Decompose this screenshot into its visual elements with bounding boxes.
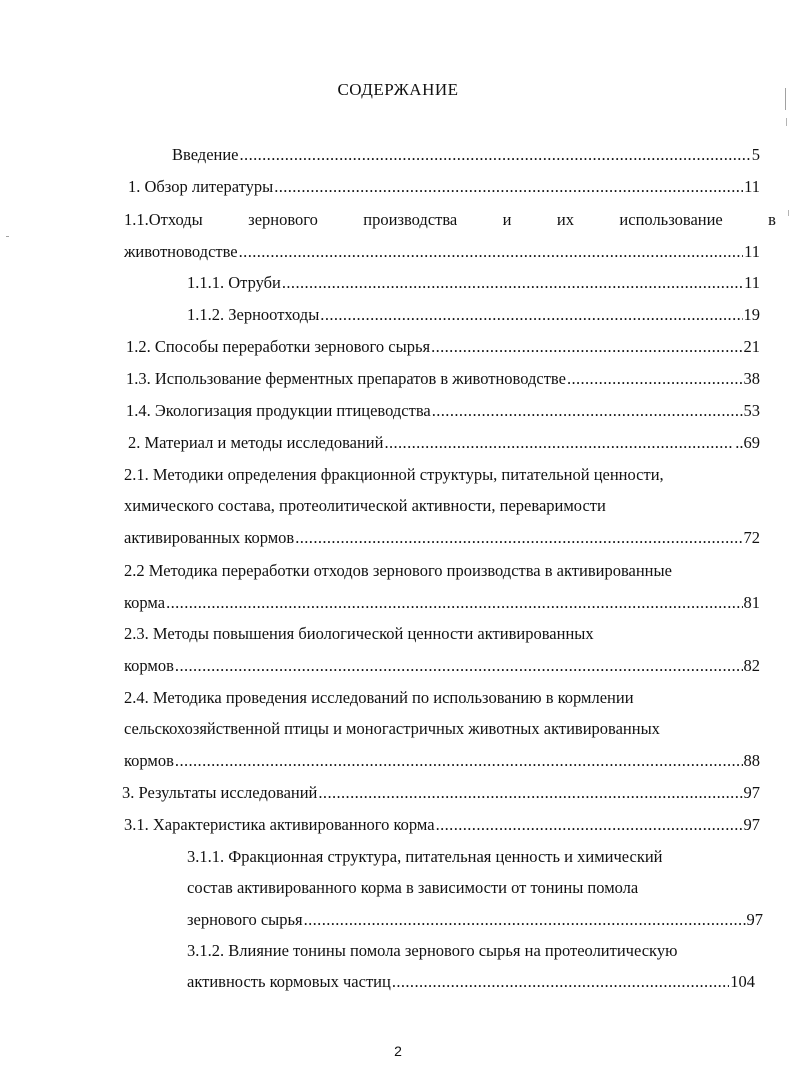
toc-entry-feeding-research[interactable] — [124, 751, 760, 771]
toc-entry-page: 88 — [743, 751, 760, 770]
toc-entry-page: 82 — [743, 656, 760, 675]
toc-entry-processing-methods[interactable] — [126, 337, 760, 357]
toc-entry-title: кормов — [124, 751, 174, 770]
toc-entry-line: 2.3. Методы повышения биологической ценности активированных — [124, 624, 594, 643]
leader-dots — [239, 242, 743, 262]
toc-entry-title: 1.1.1. Отруби — [187, 273, 281, 292]
toc-entry-page: 5 — [751, 145, 760, 164]
leader-dots — [320, 305, 742, 325]
toc-entry-page: 21 — [743, 337, 760, 356]
leader-dots — [175, 656, 743, 676]
leader-dots — [282, 273, 743, 293]
toc-entry-fraction-structure[interactable] — [187, 910, 763, 930]
toc-entry-title: животноводстве — [124, 242, 238, 261]
leader-dots — [436, 815, 743, 835]
toc-entry-page: 97 — [743, 815, 760, 834]
toc-entry-enzymes[interactable] — [126, 369, 760, 389]
word: зернового — [248, 210, 318, 229]
toc-entry-title: 2. Материал и методы исследований — [128, 433, 384, 452]
toc-entry-literature-review[interactable] — [128, 177, 760, 197]
toc-entry-page: 97 — [746, 910, 763, 929]
leader-dots — [384, 433, 734, 453]
toc-entry-page: 11 — [744, 273, 760, 292]
toc-entry-page: 81 — [743, 593, 760, 612]
toc-entry-title: 3. Результаты исследований — [122, 783, 318, 802]
toc-entry-page: 11 — [744, 242, 760, 261]
scan-artifact — [788, 210, 789, 216]
toc-entry-page: 19 — [743, 305, 760, 324]
toc-entry-grain-waste-sub[interactable] — [187, 305, 760, 325]
toc-entry-page: 38 — [743, 369, 760, 388]
leader-dots — [318, 783, 742, 803]
toc-entry-title: зернового сырья — [187, 910, 303, 929]
toc-entry-ecologization[interactable] — [126, 401, 760, 421]
toc-entry-title: 3.1. Характеристика активированного корма — [124, 815, 435, 834]
toc-entry-page: 72 — [743, 528, 760, 547]
leader-dots — [240, 145, 751, 165]
leader-dots — [175, 751, 743, 771]
toc-entry-line: 2.2 Методика переработки отходов зернового производства в активированные — [124, 561, 672, 580]
toc-entry-page: 104 — [730, 972, 755, 991]
leader-dots — [431, 337, 742, 357]
word: использование — [619, 210, 723, 229]
toc-entry-processing-methodology[interactable] — [124, 593, 760, 613]
toc-entry-materials-methods[interactable] — [128, 433, 760, 453]
toc-entry-title: Введение — [172, 145, 239, 164]
toc-entry-title: активность кормовых частиц — [187, 972, 391, 991]
toc-entry-title: активированных кормов — [124, 528, 295, 547]
toc-entry-line: 2.1. Методики определения фракционной структуры, питательной ценности, — [124, 465, 664, 484]
toc-entry-title: 1.3. Использование ферментных препаратов в животноводстве — [126, 369, 566, 388]
word: и — [502, 210, 512, 229]
toc-entry-line: состав активированного корма в зависимости от тонины помола — [187, 878, 639, 897]
toc-entry-line: 3.1.1. Фракционная структура, питательная ценность и химический — [187, 847, 663, 866]
toc-entry-title: 1.1.2. Зерноотходы — [187, 305, 320, 324]
toc-entry-title: 1.2. Способы переработки зернового сырья — [126, 337, 431, 356]
toc-entry-line: химического состава, протеолитической активности, переваримости — [124, 496, 606, 515]
leader-dots — [392, 972, 729, 992]
leader-dots — [274, 177, 743, 197]
toc-entry-results[interactable] — [122, 783, 760, 803]
word: производства — [363, 210, 458, 229]
scan-artifact — [6, 236, 9, 237]
toc-entry-page: 97 — [743, 783, 760, 802]
toc-entry-page: 53 — [743, 401, 760, 420]
scan-artifact — [786, 118, 787, 126]
toc-entry-biological-value[interactable] — [124, 656, 760, 676]
leader-dots — [432, 401, 743, 421]
toc-entry-title: 1. Обзор литературы — [128, 177, 274, 196]
leader-dots — [166, 593, 742, 613]
word: в — [768, 210, 776, 229]
toc-entry-line: 3.1.2. Влияние тонины помола зернового сырья на протеолитическую — [187, 941, 678, 960]
toc-entry-title: кормов — [124, 656, 174, 675]
toc-entry-grain-waste[interactable] — [124, 242, 760, 262]
leader-dots — [304, 910, 746, 930]
toc-entry-fraction-methods[interactable] — [124, 528, 760, 548]
toc-entry-feed-characteristics[interactable] — [124, 815, 760, 835]
toc-entry-bran[interactable] — [187, 273, 760, 293]
toc-entry-title: 1.4. Экологизация продукции птицеводства — [126, 401, 431, 420]
toc-entry-grind-influence[interactable] — [187, 972, 755, 992]
page-title: СОДЕРЖАНИЕ — [337, 80, 459, 99]
toc-entry-introduction[interactable] — [172, 145, 760, 165]
word: их — [556, 210, 575, 229]
toc-entry-page: 11 — [744, 177, 760, 196]
scan-artifact — [785, 88, 786, 110]
toc-entry-line: 2.4. Методика проведения исследований по использованию в кормлении — [124, 688, 634, 707]
word: 1.1.Отходы — [124, 210, 203, 229]
toc-entry-page: ..69 — [735, 433, 760, 452]
toc-entry-line: сельскохозяйственной птицы и моногастричных животных активированных — [124, 719, 660, 738]
leader-dots — [567, 369, 743, 389]
page-number: 2 — [394, 1043, 402, 1059]
toc-entry-title: корма — [124, 593, 166, 612]
toc-entry-grain-waste-line1[interactable] — [124, 210, 776, 230]
leader-dots — [295, 528, 742, 548]
